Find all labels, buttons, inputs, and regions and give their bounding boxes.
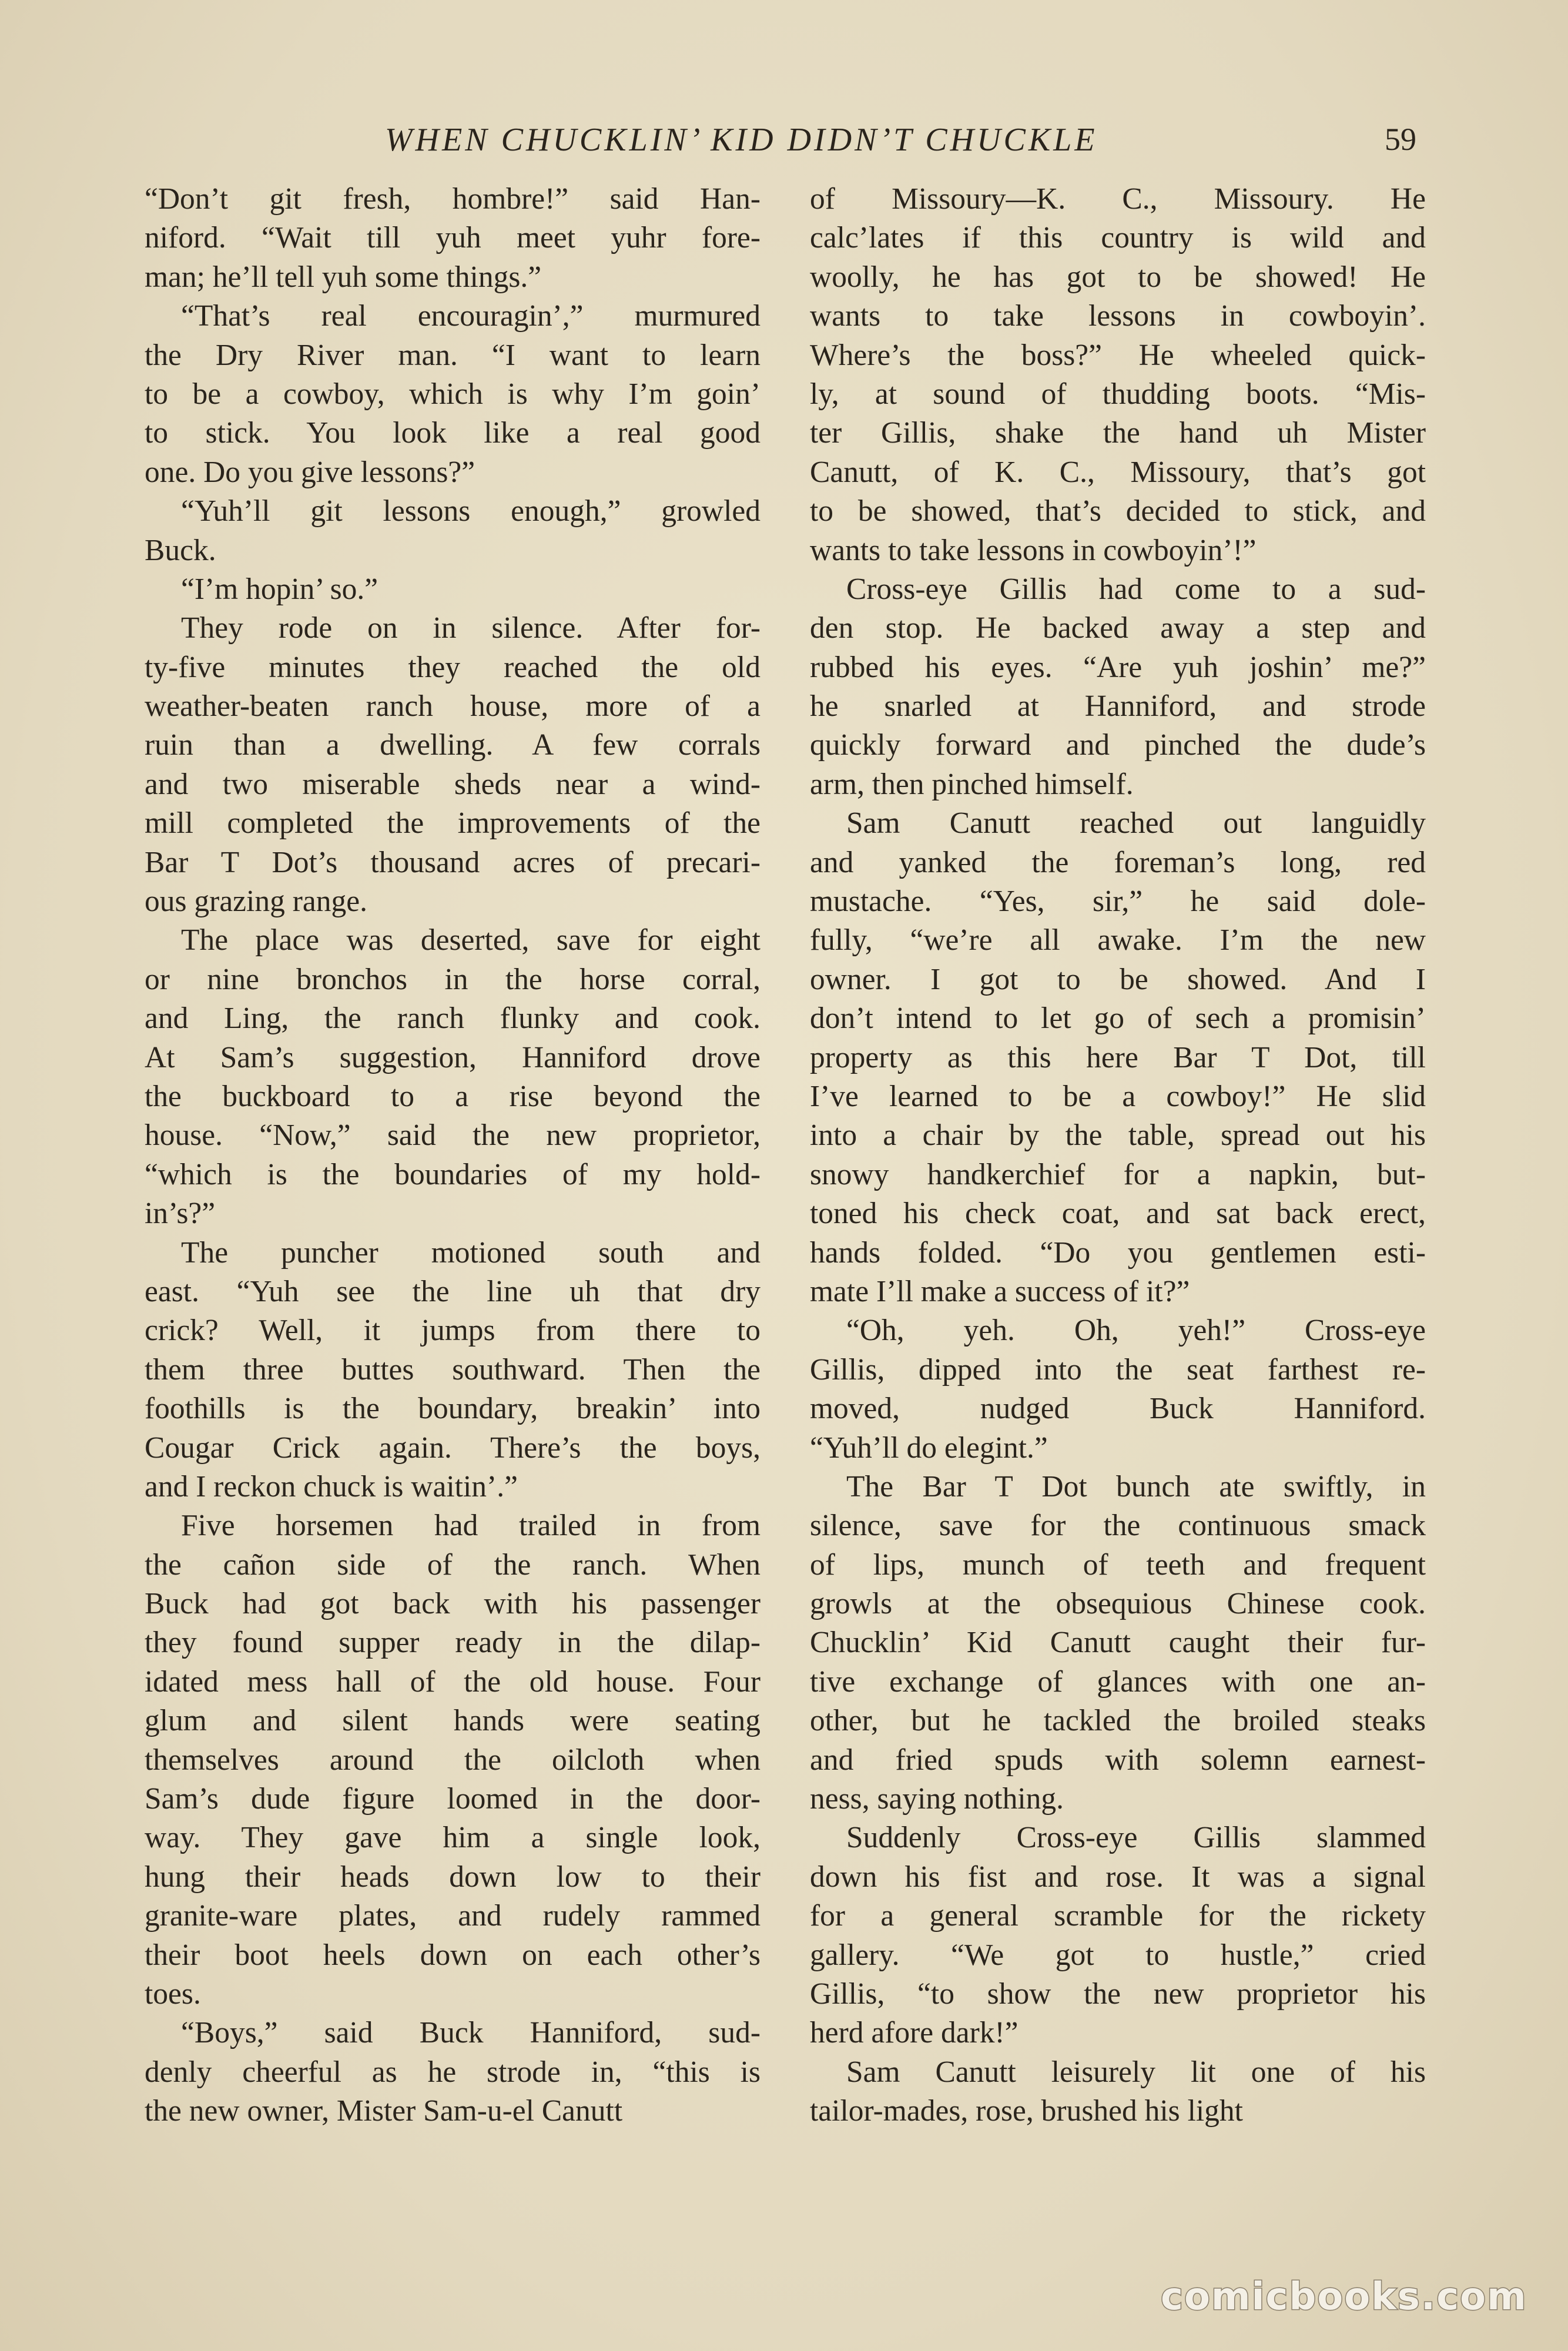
text-line: idated mess hall of the old house. Four	[145, 1665, 760, 1699]
text-line: hands folded. “Do you gentlemen esti-	[810, 1235, 1426, 1270]
text-line: Cross-eye Gillis had come to a sud-	[846, 572, 1426, 606]
text-line: Gillis, dipped into the seat farthest re-	[810, 1352, 1426, 1387]
text-line: ty-five minutes they reached the old	[145, 650, 760, 684]
text-line: den stop. He backed away a step and	[810, 611, 1426, 645]
text-line: glum and silent hands were seating	[145, 1704, 760, 1738]
text-line: arm, then pinched himself.	[810, 767, 1134, 801]
text-line: man; he’ll tell yuh some things.”	[145, 260, 542, 294]
text-line: owner. I got to be showed. And I	[810, 962, 1426, 996]
text-line: moved, nudged Buck Hanniford.	[810, 1392, 1426, 1426]
text-line: of Missoury—K. C., Missoury. He	[810, 182, 1426, 216]
text-line: niford. “Wait till yuh meet yuhr fore-	[145, 221, 760, 255]
text-line: they found supper ready in the dilap-	[145, 1626, 760, 1660]
text-line: of lips, munch of teeth and frequent	[810, 1548, 1426, 1582]
text-line: wants to take lessons in cowboyin’!”	[810, 533, 1257, 567]
text-line: The Bar T Dot bunch ate swiftly, in	[846, 1469, 1426, 1503]
text-line: They rode on in silence. After for-	[181, 611, 760, 645]
text-line: he snarled at Hanniford, and strode	[810, 689, 1426, 724]
text-line: denly cheerful as he strode in, “this is	[145, 2055, 760, 2089]
text-line: the Dry River man. “I want to learn	[145, 338, 760, 372]
text-line: property as this here Bar T Dot, till	[810, 1040, 1426, 1074]
text-line: calc’lates if this country is wild and	[810, 221, 1426, 255]
page-number: 59	[1385, 122, 1416, 157]
text-line: Sam Canutt reached out languidly	[846, 806, 1426, 840]
text-line: woolly, he has got to be showed! He	[810, 260, 1426, 294]
text-line: mustache. “Yes, sir,” he said dole-	[810, 885, 1426, 919]
text-line: toes.	[145, 1977, 201, 2011]
text-line: Cougar Crick again. There’s the boys,	[145, 1431, 760, 1465]
text-line: weather-beaten ranch house, more of a	[145, 689, 760, 724]
text-line: “which is the boundaries of my hold-	[145, 1157, 760, 1191]
text-line: the buckboard to a rise beyond the	[145, 1079, 760, 1113]
text-line: one. Do you give lessons?”	[145, 455, 475, 489]
text-line: ous grazing range.	[145, 885, 367, 919]
text-line: Gillis, “to show the new proprietor his	[810, 1977, 1426, 2011]
text-line: wants to take lessons in cowboyin’.	[810, 299, 1426, 333]
text-line: toned his check coat, and sat back erect,	[810, 1197, 1426, 1231]
text-line: way. They gave him a single look,	[145, 1821, 760, 1855]
text-line: to be showed, that’s decided to stick, and	[810, 494, 1426, 528]
text-line: fully, “we’re all awake. I’m the new	[810, 923, 1426, 957]
text-line: don’t intend to let go of sech a promisin’	[810, 1002, 1426, 1036]
text-line: the new owner, Mister Sam-u-el Canutt	[145, 2094, 623, 2128]
text-line: The puncher motioned south and	[181, 1235, 760, 1270]
text-line: to be a cowboy, which is why I’m goin’	[145, 377, 760, 411]
text-line: themselves around the oilcloth when	[145, 1743, 760, 1777]
text-line: to stick. You look like a real good	[145, 416, 760, 450]
text-line: Bar T Dot’s thousand acres of precari-	[145, 845, 760, 879]
text-line: Where’s the boss?” He wheeled quick-	[810, 338, 1426, 372]
text-line: or nine bronchos in the horse corral,	[145, 962, 760, 996]
text-line: down his fist and rose. It was a signal	[810, 1860, 1426, 1894]
text-line: mate I’ll make a success of it?”	[810, 1274, 1190, 1308]
text-line: tive exchange of glances with one an-	[810, 1665, 1426, 1699]
text-line: for a general scramble for the rickety	[810, 1899, 1426, 1933]
text-line: rubbed his eyes. “Are yuh joshin’ me?”	[810, 650, 1426, 684]
text-line: Suddenly Cross-eye Gillis slammed	[846, 1821, 1426, 1855]
text-line: growls at the obsequious Chinese cook.	[810, 1587, 1426, 1621]
text-line: quickly forward and pinched the dude’s	[810, 728, 1426, 762]
text-line: them three buttes southward. Then the	[145, 1352, 760, 1387]
text-line: ruin than a dwelling. A few corrals	[145, 728, 760, 762]
running-title: WHEN CHUCKLIN’ KID DIDN’T CHUCKLE	[385, 122, 1098, 158]
text-line: and I reckon chuck is waitin’.”	[145, 1469, 518, 1503]
text-line: Five horsemen had trailed in from	[181, 1509, 760, 1543]
text-line: At Sam’s suggestion, Hanniford drove	[145, 1040, 760, 1074]
text-line: I’ve learned to be a cowboy!” He slid	[810, 1079, 1426, 1113]
text-line: Sam’s dude figure loomed in the door-	[145, 1782, 760, 1816]
text-line: “Boys,” said Buck Hanniford, sud-	[181, 2016, 760, 2050]
text-line: Canutt, of K. C., Missoury, that’s got	[810, 455, 1426, 489]
text-line: the cañon side of the ranch. When	[145, 1548, 760, 1582]
watermark: comicbooks.com	[1161, 2275, 1527, 2319]
text-line: ness, saying nothing.	[810, 1782, 1064, 1816]
text-line: “Yuh’ll do elegint.”	[810, 1431, 1048, 1465]
text-line: into a chair by the table, spread out his	[810, 1118, 1426, 1153]
text-line: silence, save for the continuous smack	[810, 1509, 1426, 1543]
text-line: ly, at sound of thudding boots. “Mis-	[810, 377, 1426, 411]
running-head	[0, 121, 1568, 162]
text-line: and Ling, the ranch flunky and cook.	[145, 1002, 760, 1036]
text-line: and yanked the foreman’s long, red	[810, 845, 1426, 879]
text-line: herd afore dark!”	[810, 2016, 1018, 2050]
text-line: in’s?”	[145, 1197, 216, 1231]
text-line: “Yuh’ll git lessons enough,” growled	[181, 494, 760, 528]
text-line: Buck had got back with his passenger	[145, 1587, 760, 1621]
text-line: their boot heels down on each other’s	[145, 1938, 760, 1972]
text-line: “That’s real encouragin’,” murmured	[181, 299, 760, 333]
text-line: east. “Yuh see the line uh that dry	[145, 1274, 760, 1308]
text-line: “Oh, yeh. Oh, yeh!” Cross-eye	[846, 1314, 1426, 1348]
text-line: other, but he tackled the broiled steaks	[810, 1704, 1426, 1738]
text-line: and fried spuds with solemn earnest-	[810, 1743, 1426, 1777]
text-line: and two miserable sheds near a wind-	[145, 767, 760, 801]
text-line: The place was deserted, save for eight	[181, 923, 760, 957]
text-line: ter Gillis, shake the hand uh Mister	[810, 416, 1426, 450]
text-column-right	[810, 180, 1426, 2131]
text-line: hung their heads down low to their	[145, 1860, 760, 1894]
text-line: Chucklin’ Kid Canutt caught their fur-	[810, 1626, 1426, 1660]
text-line: Buck.	[145, 533, 216, 567]
text-line: gallery. “We got to hustle,” cried	[810, 1938, 1426, 1972]
text-line: tailor-mades, rose, brushed his light	[810, 2094, 1243, 2128]
text-column-left	[145, 180, 760, 2131]
text-line: “I’m hopin’ so.”	[181, 572, 378, 606]
text-line: crick? Well, it jumps from there to	[145, 1314, 760, 1348]
text-line: granite-ware plates, and rudely rammed	[145, 1899, 760, 1933]
text-line: Sam Canutt leisurely lit one of his	[846, 2055, 1426, 2089]
text-line: foothills is the boundary, breakin’ into	[145, 1392, 760, 1426]
text-line: snowy handkerchief for a napkin, but-	[810, 1157, 1426, 1191]
text-line: “Don’t git fresh, hombre!” said Han-	[145, 182, 760, 216]
text-line: house. “Now,” said the new proprietor,	[145, 1118, 760, 1153]
text-line: mill completed the improvements of the	[145, 806, 760, 840]
